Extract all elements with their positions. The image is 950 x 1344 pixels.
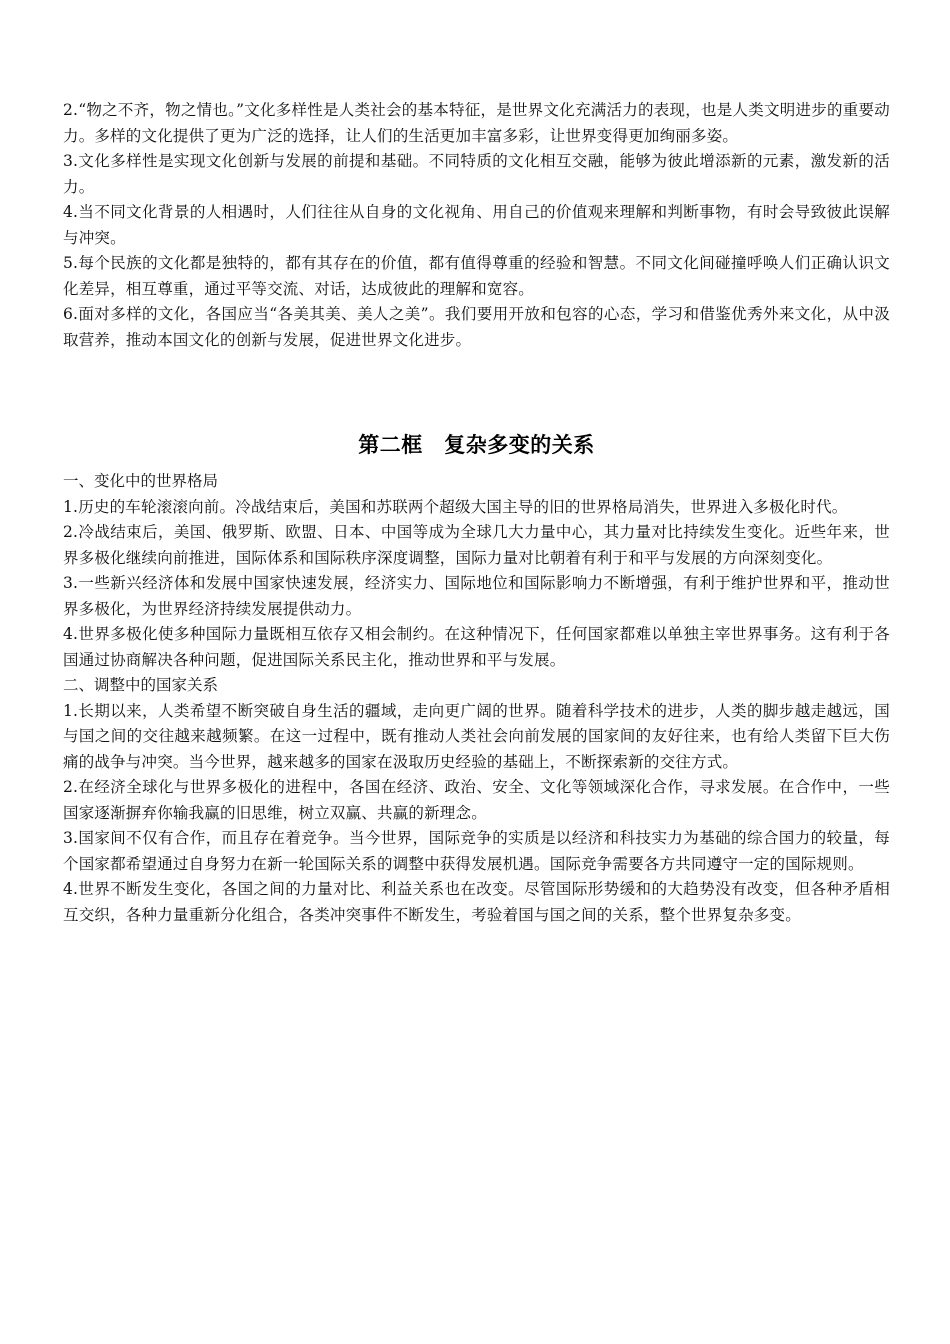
section-heading: 一、变化中的世界格局	[63, 472, 219, 490]
paragraph: 1.历史的车轮滚滚向前。冷战结束后，美国和苏联两个超级大国主导的旧的世界格局消失，世界进入多极化时代。	[63, 497, 848, 516]
frame-title: 第二框 复杂多变的关系	[358, 433, 595, 457]
paragraph: 3.文化多样性是实现文化创新与发展的前提和基础。不同特质的文化相互交融，能够为彼此增添新的元素，激发新的活力。	[63, 152, 890, 196]
paragraph: 3.国家间不仅有合作，而且存在着竞争。当今世界，国际竞争的实质是以经济和科技实力为基础的综合国力的较量，每个国家都希望通过自身努力在新一轮国际关系的调整中获得发展机遇。国际竞争需要各方共同遵守一定的国际规则。	[63, 829, 890, 873]
paragraph: 3.一些新兴经济体和发展中国家快速发展，经济实力、国际地位和国际影响力不断增强，有利于维护世界和平，推动世界多极化，为世界经济持续发展提供动力。	[63, 574, 890, 618]
section-spacer	[63, 353, 890, 431]
part1-content	[63, 98, 890, 353]
section-heading: 二、调整中的国家关系	[63, 676, 219, 694]
section-national-relations	[63, 673, 890, 928]
paragraph: 5.每个民族的文化都是独特的，都有其存在的价值，都有值得尊重的经验和智慧。不同文化间碰撞呼唤人们正确认识文化差异，相互尊重，通过平等交流、对话，达成彼此的理解和宽容。	[63, 254, 890, 298]
paragraph: 2.冷战结束后，美国、俄罗斯、欧盟、日本、中国等成为全球几大力量中心，其力量对比持续发生变化。近些年来，世界多极化继续向前推进，国际体系和国际秩序深度调整，国际力量对比朝着有利于和平与发展的方向深刻变化。	[63, 523, 890, 567]
paragraph: 4.世界多极化使多种国际力量既相互依存又相会制约。在这种情况下，任何国家都难以单独主宰世界事务。这有利于各国通过协商解决各种问题，促进国际关系民主化，推动世界和平与发展。	[63, 625, 890, 669]
document-page	[63, 98, 890, 928]
paragraph: 2.在经济全球化与世界多极化的进程中，各国在经济、政治、安全、文化等领域深化合作，寻求发展。在合作中，一些国家逐渐摒弃你输我赢的旧思维，树立双赢、共赢的新理念。	[63, 778, 890, 822]
paragraph: 4.当不同文化背景的人相遇时，人们往往从自身的文化视角、用自己的价值观来理解和判断事物，有时会导致彼此误解与冲突。	[63, 203, 890, 247]
paragraph: 2.“物之不齐，物之情也。”文化多样性是人类社会的基本特征，是世界文化充满活力的表现，也是人类文明进步的重要动力。多样的文化提供了更为广泛的选择，让人们的生活更加丰富多彩，让世界变得更加绚丽多姿。	[63, 101, 890, 145]
paragraph: 6.面对多样的文化，各国应当“各美其美、美人之美”。我们要用开放和包容的心态，学习和借鉴优秀外来文化，从中汲取营养，推动本国文化的创新与发展，促进世界文化进步。	[63, 305, 890, 349]
paragraph: 4.世界不断发生变化，各国之间的力量对比、利益关系也在改变。尽管国际形势缓和的大趋势没有改变，但各种矛盾相互交织，各种力量重新分化组合，各类冲突事件不断发生，考验着国与国之间的关系，整个世界复杂多变。	[63, 880, 890, 924]
paragraph: 1.长期以来，人类希望不断突破自身生活的疆域，走向更广阔的世界。随着科学技术的进步，人类的脚步越走越远，国与国之间的交往越来越频繁。在这一过程中，既有推动人类社会向前发展的国家间的友好往来，也有给人类留下巨大伤痛的战争与冲突。当今世界，越来越多的国家在汲取历史经验的基础上，不断探索新的交往方式。	[63, 701, 890, 771]
section-world-pattern	[63, 469, 890, 673]
